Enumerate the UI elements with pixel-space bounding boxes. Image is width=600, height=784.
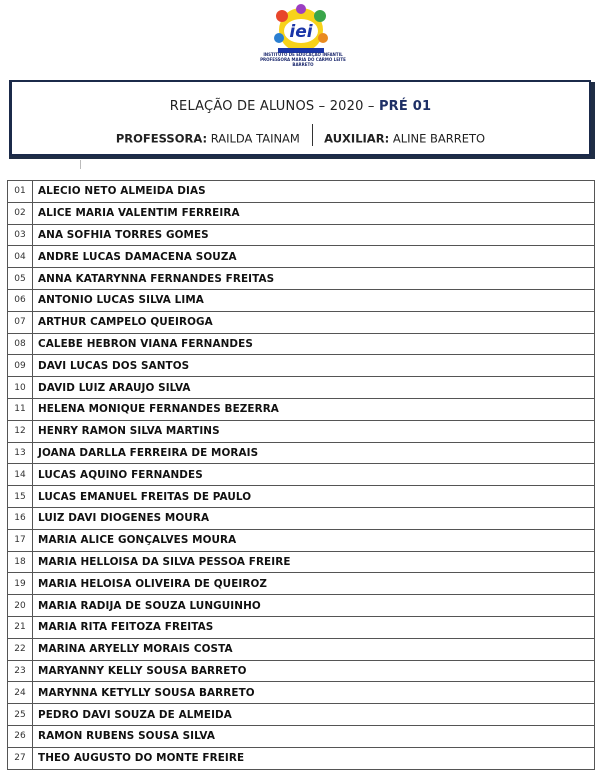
- student-name: HELENA MONIQUE FERNANDES BEZERRA: [33, 398, 595, 420]
- student-number: 06: [8, 289, 33, 311]
- student-name: ARTHUR CAMPELO QUEIROGA: [33, 311, 595, 333]
- student-name: LUIZ DAVI DIOGENES MOURA: [33, 507, 595, 529]
- table-row: [8, 616, 595, 638]
- student-number: 14: [8, 464, 33, 486]
- table-row: [8, 551, 595, 573]
- student-number: 04: [8, 246, 33, 268]
- student-number: 02: [8, 202, 33, 224]
- student-number: 01: [8, 181, 33, 203]
- student-number: 05: [8, 268, 33, 290]
- student-number: 23: [8, 660, 33, 682]
- table-row: [8, 704, 595, 726]
- staff-line: [12, 128, 589, 150]
- header-box: [9, 80, 591, 156]
- table-row: [8, 747, 595, 769]
- table-row: [8, 638, 595, 660]
- student-number: 17: [8, 529, 33, 551]
- student-name: MARIA HELOISA OLIVEIRA DE QUEIROZ: [33, 573, 595, 595]
- student-name: DAVID LUIZ ARAUJO SILVA: [33, 377, 595, 399]
- student-number: 18: [8, 551, 33, 573]
- student-name: ALICE MARIA VALENTIM FERREIRA: [33, 202, 595, 224]
- table-row: [8, 181, 595, 203]
- table-row: [8, 529, 595, 551]
- table-row: [8, 595, 595, 617]
- table-row: [8, 725, 595, 747]
- student-name: ANA SOFHIA TORRES GOMES: [33, 224, 595, 246]
- table-row: [8, 464, 595, 486]
- page-title: [12, 99, 589, 114]
- student-number: 03: [8, 224, 33, 246]
- title-prefix: RELAÇÃO DE ALUNOS – 2020 –: [169, 99, 375, 114]
- student-number: 10: [8, 377, 33, 399]
- student-number: 15: [8, 486, 33, 508]
- table-row: [8, 486, 595, 508]
- table-row: [8, 333, 595, 355]
- table-row: [8, 420, 595, 442]
- table-row: [8, 202, 595, 224]
- assistant-name: ALINE BARRETO: [392, 131, 486, 146]
- student-name: MARIA HELLOISA DA SILVA PESSOA FREIRE: [33, 551, 595, 573]
- student-number: 20: [8, 595, 33, 617]
- student-number: 09: [8, 355, 33, 377]
- student-name: MARIA RITA FEITOZA FREITAS: [33, 616, 595, 638]
- student-number: 12: [8, 420, 33, 442]
- table-row: [8, 398, 595, 420]
- student-number: 07: [8, 311, 33, 333]
- table-row: [8, 246, 595, 268]
- student-number: 11: [8, 398, 33, 420]
- student-name: ANDRE LUCAS DAMACENA SOUZA: [33, 246, 595, 268]
- table-row: [8, 289, 595, 311]
- staff-separator: [312, 124, 313, 146]
- student-name: LUCAS AQUINO FERNANDES: [33, 464, 595, 486]
- table-row: [8, 268, 595, 290]
- teacher-label: PROFESSORA:: [115, 131, 208, 146]
- logo-mark: iei: [289, 22, 313, 42]
- divider-tick: [80, 160, 81, 169]
- student-name: RAMON RUBENS SOUSA SILVA: [33, 725, 595, 747]
- student-number: 27: [8, 747, 33, 769]
- student-number: 25: [8, 704, 33, 726]
- student-name: LUCAS EMANUEL FREITAS DE PAULO: [33, 486, 595, 508]
- student-number: 16: [8, 507, 33, 529]
- table-row: [8, 311, 595, 333]
- table-row: [8, 377, 595, 399]
- table-row: [8, 224, 595, 246]
- title-class: PRÉ 01: [378, 99, 432, 114]
- table-row: [8, 573, 595, 595]
- student-name: DAVI LUCAS DOS SANTOS: [33, 355, 595, 377]
- table-row: [8, 442, 595, 464]
- student-number: 22: [8, 638, 33, 660]
- student-name: ALECIO NETO ALMEIDA DIAS: [33, 181, 595, 203]
- student-name: MARYANNY KELLY SOUSA BARRETO: [33, 660, 595, 682]
- assistant-label: AUXILIAR:: [324, 131, 390, 146]
- student-number: 19: [8, 573, 33, 595]
- student-name: CALEBE HEBRON VIANA FERNANDES: [33, 333, 595, 355]
- teacher-name: RAILDA TAINAM: [210, 131, 300, 146]
- student-name: PEDRO DAVI SOUZA DE ALMEIDA: [33, 704, 595, 726]
- student-number: 24: [8, 682, 33, 704]
- student-name: HENRY RAMON SILVA MARTINS: [33, 420, 595, 442]
- table-row: [8, 355, 595, 377]
- student-name: ANNA KATARYNNA FERNANDES FREITAS: [33, 268, 595, 290]
- student-roster: [7, 180, 595, 770]
- student-name: JOANA DARLLA FERREIRA DE MORAIS: [33, 442, 595, 464]
- logo-caption: INSTITUTO DE EDUCAÇÃO INFANTIL PROFESSORA MARIA DO CARMO LEITE BARRETO: [260, 52, 346, 67]
- student-name: MARYNNA KETYLLY SOUSA BARRETO: [33, 682, 595, 704]
- table-row: [8, 682, 595, 704]
- student-number: 13: [8, 442, 33, 464]
- student-name: ANTONIO LUCAS SILVA LIMA: [33, 289, 595, 311]
- table-row: [8, 660, 595, 682]
- student-name: MARIA ALICE GONÇALVES MOURA: [33, 529, 595, 551]
- student-name: MARINA ARYELLY MORAIS COSTA: [33, 638, 595, 660]
- table-row: [8, 507, 595, 529]
- student-number: 26: [8, 725, 33, 747]
- student-name: THEO AUGUSTO DO MONTE FREIRE: [33, 747, 595, 769]
- student-name: MARIA RADIJA DE SOUZA LUNGUINHO: [33, 595, 595, 617]
- student-number: 21: [8, 616, 33, 638]
- student-number: 08: [8, 333, 33, 355]
